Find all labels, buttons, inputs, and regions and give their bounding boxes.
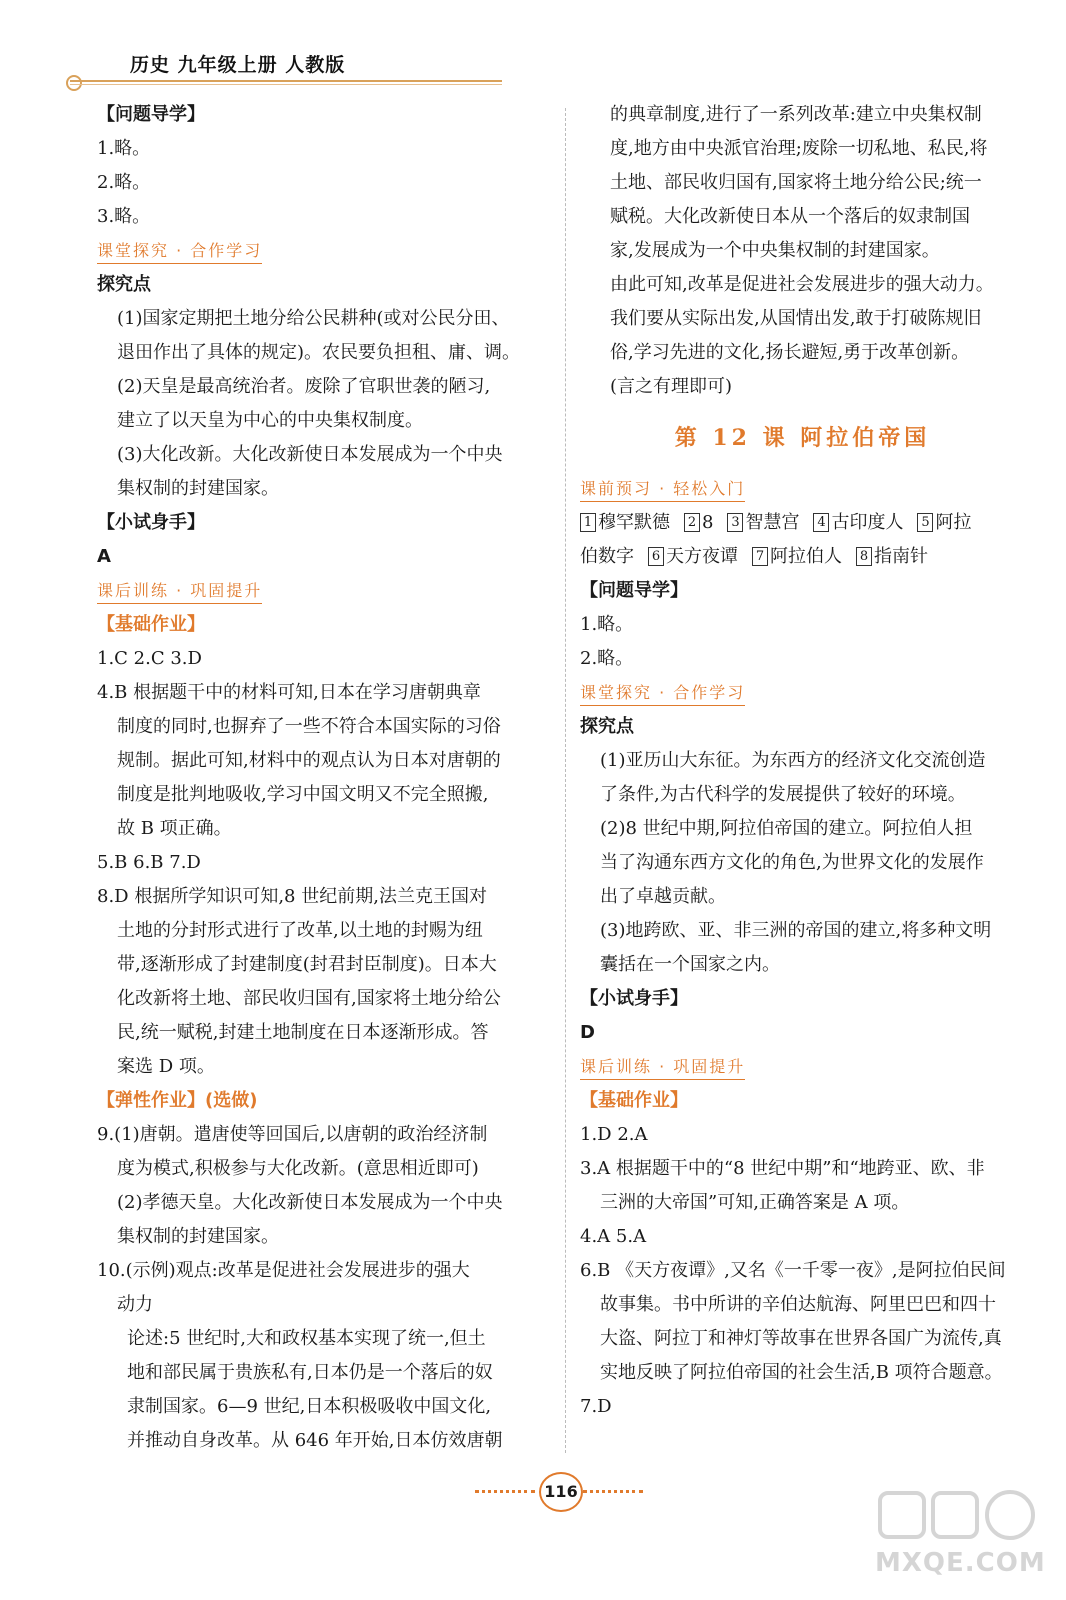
answer-line: 地和部民属于贵族私有,日本仍是一个落后的奴 <box>127 1362 493 1383</box>
section-banner <box>97 234 545 268</box>
answer-line: 7.D <box>580 1396 612 1417</box>
homework-tag: 【弹性作业】(选做) <box>97 1090 258 1111</box>
answer-line: 当了沟通东西方文化的角色,为世界文化的发展作 <box>600 852 984 873</box>
number-box: 6 <box>648 547 664 566</box>
answer-line: 出了卓越贡献。 <box>600 886 726 907</box>
answer-line: 隶制国家。6—9 世纪,日本积极吸收中国文化, <box>127 1396 492 1417</box>
heading: 【问题导学】 <box>580 580 688 601</box>
heading: 【问题导学】 <box>97 104 205 125</box>
answer-line: 三洲的大帝国”可知,正确答案是 A 项。 <box>600 1192 910 1213</box>
section-label: 课前预习 · 轻松入门 <box>580 478 745 502</box>
answer-line: 9.(1)唐朝。遣唐使等回国后,以唐朝的政治经济制 <box>97 1124 488 1145</box>
footer-dots-right <box>583 1490 643 1493</box>
answer-line: 家,发展成为一个中央集权制的封建国家。 <box>610 240 940 261</box>
numbered-answer <box>813 512 903 533</box>
answer-line: 了条件,为古代科学的发展提供了较好的环境。 <box>600 784 966 805</box>
section-banner <box>580 1050 1025 1084</box>
answer-line: 带,逐渐形成了封建制度(封君封臣制度)。日本大 <box>117 954 497 975</box>
heading: 探究点 <box>97 274 151 295</box>
header-title: 历史 九年级上册 人教版 <box>130 54 346 76</box>
answer-line: 并推动自身改革。从 646 年开始,日本仿效唐朝 <box>127 1430 503 1451</box>
answer-line: 3.A 根据题干中的“8 世纪中期”和“地跨亚、欧、非 <box>580 1158 985 1179</box>
answer-line: 动力 <box>117 1294 153 1315</box>
number-box: 7 <box>752 547 768 566</box>
answer-line: 土地、部民收归国有,国家将土地分给公民;统一 <box>610 172 982 193</box>
answer-line: 民,统一赋税,封建土地制度在日本逐渐形成。答 <box>117 1022 489 1043</box>
answer-text: 指南针 <box>874 546 928 567</box>
answer-line: (2)8 世纪中期,阿拉伯帝国的建立。阿拉伯人担 <box>600 818 973 839</box>
number-box: 5 <box>917 513 933 532</box>
column-divider <box>565 108 566 1453</box>
answer-line: 由此可知,改革是促进社会发展进步的强大动力。 <box>610 274 994 295</box>
answer-line: 制度的同时,也摒弃了一些不符合本国实际的习俗 <box>117 716 501 737</box>
number-box: 3 <box>727 513 743 532</box>
answer-line: (3)地跨欧、亚、非三洲的帝国的建立,将多种文明 <box>600 920 992 941</box>
answer-text: 阿拉 <box>935 512 972 533</box>
answer-line: 10.(示例)观点:改革是促进社会发展进步的强大 <box>97 1260 470 1281</box>
answer-line: 囊括在一个国家之内。 <box>600 954 780 975</box>
numbered-answer <box>684 512 713 533</box>
answer-line: 2.略。 <box>97 172 151 193</box>
answer-line: 度为模式,积极参与大化改新。(意思相近即可) <box>117 1158 479 1179</box>
numbered-answer <box>727 512 799 533</box>
answer-line: 4.A 5.A <box>580 1226 647 1247</box>
answer-line: 5.B 6.B 7.D <box>97 852 201 873</box>
answer-line: 故 B 项正确。 <box>117 818 232 839</box>
answer-text: 智慧宫 <box>745 512 800 533</box>
footer-dots-left <box>475 1490 535 1493</box>
answer-line: 1.D 2.A <box>580 1124 648 1145</box>
heading: D <box>580 1022 595 1043</box>
preview-answers <box>580 506 1025 540</box>
answer-line: 案选 D 项。 <box>117 1056 215 1077</box>
numbered-answer <box>856 546 928 567</box>
watermark-text: MXQE.COM <box>875 1548 1046 1578</box>
section-label: 课堂探究 · 合作学习 <box>97 240 262 264</box>
answer-line: 化改新将土地、部民收归国有,国家将土地分给公 <box>117 988 501 1009</box>
section-banner <box>97 574 545 608</box>
answer-line: 俗,学习先进的文化,扬长避短,勇于改革创新。 <box>610 342 970 363</box>
answer-line: 2.略。 <box>580 648 634 669</box>
answer-line: 集权制的封建国家。 <box>117 1226 279 1247</box>
preview-answers <box>580 540 1025 574</box>
answer-text: 天方夜谭 <box>666 546 738 567</box>
answer-line: 度,地方由中央派官治理;废除一切私地、私民,将 <box>610 138 988 159</box>
lesson-title: 第 12 课 阿拉伯帝国 <box>674 425 931 451</box>
answer-line: 建立了以天皇为中心的中央集权制度。 <box>117 410 423 431</box>
numbered-answer <box>580 512 670 533</box>
answer-line: 实地反映了阿拉伯帝国的社会生活,B 项符合题意。 <box>600 1362 1003 1383</box>
heading: 【小试身手】 <box>97 512 205 533</box>
answer-line: 8.D 根据所学知识可知,8 世纪前期,法兰克王国对 <box>97 886 487 907</box>
heading: A <box>97 546 111 567</box>
answer-line: (2)天皇是最高统治者。废除了官职世袭的陋习, <box>117 376 491 397</box>
watermark-logo <box>875 1488 1045 1583</box>
answer-line: 论述:5 世纪时,大和政权基本实现了统一,但土 <box>127 1328 486 1349</box>
heading: 【小试身手】 <box>580 988 688 1009</box>
page-footer <box>475 1470 645 1510</box>
numbered-answer <box>917 512 971 533</box>
watermark-icon <box>875 1488 1045 1548</box>
answer-line: (2)孝德天皇。大化改新使日本发展成为一个中央 <box>117 1192 503 1213</box>
answer-line: 故事集。书中所讲的辛伯达航海、阿里巴巴和四十 <box>600 1294 996 1315</box>
answer-line: 1.略。 <box>97 138 151 159</box>
answer-line: 我们要从实际出发,从国情出发,敢于打破陈规旧 <box>610 308 982 329</box>
answer-line: 3.略。 <box>97 206 151 227</box>
answer-line: 1.C 2.C 3.D <box>97 648 202 669</box>
answer-line: (3)大化改新。大化改新使日本发展成为一个中央 <box>117 444 503 465</box>
answer-text: 穆罕默德 <box>598 512 670 533</box>
number-box: 2 <box>684 513 700 532</box>
answer-line: 大盗、阿拉丁和神灯等故事在世界各国广为流传,真 <box>600 1328 1002 1349</box>
heading: 探究点 <box>580 716 634 737</box>
answer-text: 古印度人 <box>831 512 904 533</box>
left-column <box>97 98 545 1458</box>
number-box: 4 <box>813 513 829 532</box>
header-ornament <box>66 75 82 91</box>
answer-text: 阿拉伯人 <box>770 546 842 567</box>
answer-line: (1)国家定期把土地分给公民耕种(或对公民分田、 <box>117 308 510 329</box>
header-rule-thin <box>70 84 502 85</box>
answer-line: 规制。据此可知,材料中的观点认为日本对唐朝的 <box>117 750 501 771</box>
section-banner <box>580 676 1025 710</box>
answer-line: 1.略。 <box>580 614 634 635</box>
answer-line: 4.B 根据题干中的材料可知,日本在学习唐朝典章 <box>97 682 481 703</box>
answer-line: 土地的分封形式进行了改革,以土地的封赐为纽 <box>117 920 483 941</box>
answer-line: 制度是批判地吸收,学习中国文明又不完全照搬, <box>117 784 489 805</box>
numbered-answer <box>752 546 842 567</box>
homework-tag: 【基础作业】 <box>580 1090 688 1111</box>
number-box: 8 <box>856 547 872 566</box>
answer-line: 赋税。大化改新使日本从一个落后的奴隶制国 <box>610 206 970 227</box>
answer-line: 集权制的封建国家。 <box>117 478 279 499</box>
answer-line: 退田作出了具体的规定)。农民要负担租、庸、调。 <box>117 342 521 363</box>
right-column <box>580 98 1025 1424</box>
number-box: 1 <box>580 513 596 532</box>
page-number: 116 <box>539 1472 583 1512</box>
numbered-answer <box>648 546 738 567</box>
header-rule <box>70 80 502 82</box>
section-label: 课堂探究 · 合作学习 <box>580 682 745 706</box>
section-label: 课后训练 · 巩固提升 <box>580 1056 745 1080</box>
answer-line: (1)亚历山大东征。为东西方的经济文化交流创造 <box>600 750 986 771</box>
answer-line: (言之有理即可) <box>610 376 733 397</box>
answer-line: 的典章制度,进行了一系列改革:建立中央集权制 <box>610 104 982 125</box>
answer-text: 伯数字 <box>580 546 634 567</box>
section-label: 课后训练 · 巩固提升 <box>97 580 262 604</box>
section-banner <box>580 472 1025 506</box>
homework-tag: 【基础作业】 <box>97 614 205 635</box>
answer-text: 8 <box>702 512 714 533</box>
answer-line: 6.B 《天方夜谭》,又名《一千零一夜》,是阿拉伯民间 <box>580 1260 1006 1281</box>
